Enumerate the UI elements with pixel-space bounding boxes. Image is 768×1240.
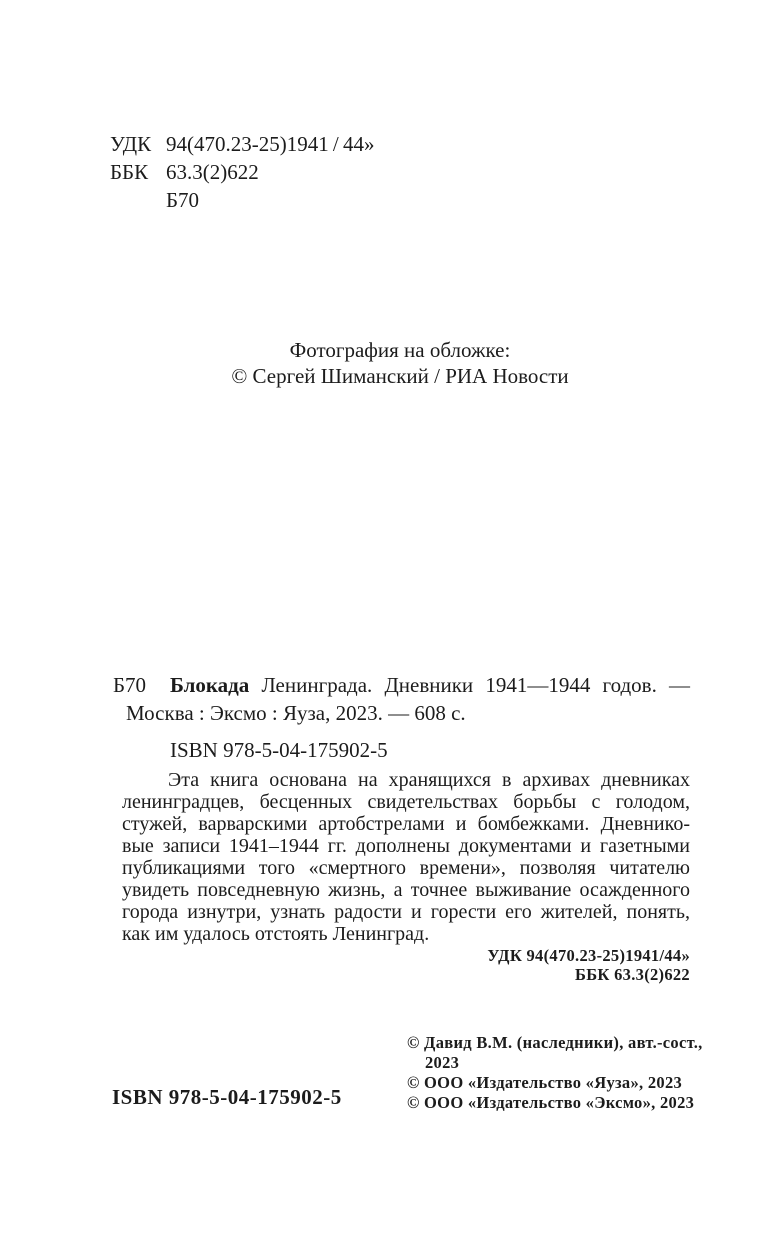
cover-credit-heading: Фотография на обложке: bbox=[289, 338, 511, 362]
annotation-line: города изнутри, узнать радости и горести его жителей, понять, bbox=[122, 901, 690, 923]
annotation-line: Эта книга основана на хранящихся в архивах дневниках bbox=[168, 769, 690, 791]
bbk-small-line: ББК 63.3(2)622 bbox=[575, 965, 690, 984]
annotation-paragraph bbox=[122, 769, 690, 945]
catalog-title-bold: Блокада bbox=[170, 673, 250, 697]
author-sign-line bbox=[110, 186, 374, 214]
catalog-card bbox=[110, 671, 690, 727]
copyright-item: © Давид В.М. (наследники), авт.-сост., bbox=[407, 1033, 703, 1052]
annotation-line: ленинградцев, бесценных свидетельствах борьбы с голодом, bbox=[122, 791, 690, 813]
catalog-title-line bbox=[110, 671, 690, 699]
cover-photo-credit bbox=[110, 337, 690, 389]
annotation-line: увидеть повседневную жизнь, а точнее выживание осажденного bbox=[122, 879, 690, 901]
annotation-line: как им удалось отстоять Ленинград. bbox=[122, 923, 430, 945]
catalog-imprint-line: Москва : Эксмо : Яуза, 2023. — 608 с. bbox=[126, 701, 466, 725]
bbk-value: 63.3(2)622 bbox=[166, 160, 259, 184]
bbk-label: ББК bbox=[110, 160, 149, 184]
cover-credit-author: © Сергей Шиманский / РИА Новости bbox=[231, 364, 569, 388]
top-classification-codes bbox=[110, 130, 374, 214]
catalog-author-sign: Б70 bbox=[113, 673, 147, 697]
udk-small-line: УДК 94(470.23-25)1941/44» bbox=[487, 946, 690, 965]
copyright-item: © ООО «Издательство «Яуза», 2023 bbox=[407, 1073, 683, 1092]
author-sign: Б70 bbox=[166, 188, 200, 212]
annotation-line: стужей, варварскими артобстрелами и бомбежками. Дневнико- bbox=[122, 813, 690, 835]
udk-label: УДК bbox=[110, 132, 152, 156]
copyright-item-continuation: 2023 bbox=[425, 1053, 460, 1072]
annotation-line: вые записи 1941–1944 гг. дополнены документами и газетными bbox=[122, 835, 690, 857]
annotation-line: публикациями того «смертного времени», позволяя читателю bbox=[122, 857, 690, 879]
udk-value: 94(470.23-25)1941 / 44» bbox=[166, 132, 375, 156]
bbk-code-line bbox=[110, 158, 374, 186]
isbn-catalog: ISBN 978-5-04-175902-5 bbox=[170, 738, 388, 762]
copyright-item: © ООО «Издательство «Эксмо», 2023 bbox=[407, 1093, 695, 1112]
catalog-title-rest: Ленинграда. Дневники 1941—1944 годов. — bbox=[249, 673, 690, 697]
udk-code-line bbox=[110, 130, 374, 158]
isbn-bottom: ISBN 978-5-04-175902-5 bbox=[112, 1085, 342, 1109]
copyright-list bbox=[407, 1033, 703, 1113]
udk-bbk-small-block bbox=[487, 946, 690, 984]
